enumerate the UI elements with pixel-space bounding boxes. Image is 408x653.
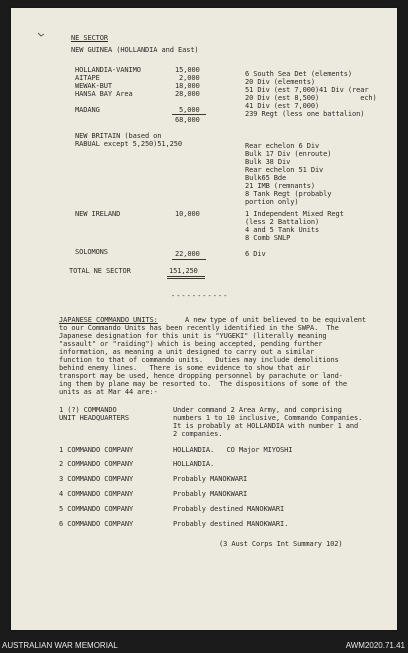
company-location: Probably MANOKWARI (173, 475, 248, 483)
company-name: 1 COMMANDO COMPANY (59, 446, 134, 454)
company-name: 4 COMMANDO COMPANY (59, 490, 134, 498)
unit-line: 1 Independent Mixed Regt (245, 210, 344, 218)
commando-paragraph-line: ing them by plane may be resorted to. The dispositions of some of the (59, 380, 348, 388)
strength-number: 5,000 (179, 106, 200, 114)
company-location: Probably MANOKWARI (173, 490, 248, 498)
hq-text: 2 companies. (173, 430, 223, 438)
section-heading-ne-sector: NE SECTOR (71, 34, 109, 42)
commando-paragraph-line: to our Commando Units has been recently identified in the SWPA. The (59, 324, 339, 332)
commando-paragraph-line: transport may be used, hence dropping personnel by parachute or land- (59, 372, 343, 380)
company-location: HOLLANDIA. CO Major MIYOSHI (173, 446, 293, 454)
strength-number: 2,000 (179, 74, 200, 82)
commando-paragraph-line: function to that of commando units. Duties may include demolitions (59, 356, 339, 364)
unit-line: 8 Comb SNLP (245, 234, 291, 242)
commando-paragraph-line: units as at Mar 44 are:- (59, 388, 158, 396)
archive-footer (0, 638, 408, 653)
unit-line: Bulk 17 Div (enroute) (245, 150, 332, 158)
document-page (11, 8, 397, 630)
unit-line: 6 Div (245, 250, 266, 258)
total-rule-2 (167, 278, 205, 279)
unit-line: 6 South Sea Det (elements) (245, 70, 352, 78)
company-name: 5 COMMANDO COMPANY (59, 505, 134, 513)
unit-line: Bulk 38 Div (245, 158, 291, 166)
unit-line: 4 and 5 Tank Units (245, 226, 320, 234)
company-location: Probably destined MANOKWARI. (173, 520, 289, 528)
unit-line: 21 IMB (remnants) (245, 182, 315, 190)
total-label: TOTAL NE SECTOR (69, 267, 131, 275)
area-label: AITAPE (75, 74, 100, 82)
company-name: 2 COMMANDO COMPANY (59, 460, 134, 468)
company-name: 3 COMMANDO COMPANY (59, 475, 134, 483)
pencil-tick-mark (38, 32, 45, 39)
footer-accession-number: AWM2020.71.41 (345, 641, 405, 650)
section-divider: ----------- (171, 292, 229, 300)
unit-line: (less 2 Battalion) (245, 218, 320, 226)
strength-number: 22,000 (175, 250, 200, 258)
unit-line: portion only) (245, 198, 299, 206)
area-label: HOLLANDIA-VANIMO (75, 66, 141, 74)
strength-number: 10,000 (175, 210, 200, 218)
company-name: 6 COMMANDO COMPANY (59, 520, 134, 528)
sum-rule (172, 114, 206, 115)
commando-paragraph-line: behind enemy lines. There is some evidence to show that air (59, 364, 310, 372)
company-location: HOLLANDIA. (173, 460, 215, 468)
unit-line: 41 Div (est 7,000) (245, 102, 320, 110)
hq-text: Under command 2 Area Army, and comprising (173, 406, 342, 414)
solomons-label: SOLOMONS (75, 248, 108, 256)
area-label: WEWAK-BUT (75, 82, 113, 90)
source-citation: (3 Aust Corps Int Summary 102) (219, 540, 343, 548)
strength-subtotal: 68,000 (175, 116, 200, 124)
unit-line: Bulk65 Bde (245, 174, 287, 182)
total-rule-1 (167, 276, 205, 277)
unit-line: 8 Tank Regt (probably (245, 190, 332, 198)
unit-line: 20 Div (est 8,500) ech) (245, 94, 377, 102)
commando-paragraph-line: information, as meaning a unit designed to carry out a similar (59, 348, 315, 356)
strength-number: 15,000 (175, 66, 200, 74)
area-label: HANSA BAY Area (75, 90, 133, 98)
commando-paragraph-line: "assault" or "raiding") which is being accepted, pending further (59, 340, 323, 348)
strength-number: 18,000 (175, 82, 200, 90)
sum-rule (172, 259, 206, 260)
commando-paragraph-line: A new type of unit believed to be equivalent (185, 316, 367, 324)
hq-label: UNIT HEADQUARTERS (59, 414, 129, 422)
commando-heading: JAPANESE COMMANDO UNITS: (59, 316, 158, 324)
total-number: 151,250 (169, 267, 198, 275)
unit-line: 20 Div (elements) (245, 78, 315, 86)
company-location: Probably destined MANOKWARI (173, 505, 285, 513)
new-ireland-label: NEW IRELAND (75, 210, 121, 218)
unit-line: Rear echelon 6 Div (245, 142, 320, 150)
area-label: MADANG (75, 106, 100, 114)
commando-paragraph-line: Japanese designation for this unit is "YUGEKI" (literally meaning (59, 332, 327, 340)
unit-line: 239 Regt (less one battalion) (245, 110, 365, 118)
hq-text: It is probably at HOLLANDIA with number 1 and (173, 422, 359, 430)
new-britain-label: NEW BRITAIN (based on (75, 132, 162, 140)
hq-text: numbers 1 to 10 inclusive, Commando Companies. (173, 414, 363, 422)
new-britain-label: RABUAL except 5,250)51,250 (75, 140, 182, 148)
unit-line: 51 Div (est 7,000)41 Div (rear (245, 86, 369, 94)
hq-label: 1 (?) COMMANDO (59, 406, 117, 414)
new-guinea-title: NEW GUINEA (HOLLANDIA and East) (71, 46, 199, 54)
strength-number: 28,000 (175, 90, 200, 98)
footer-institution: AUSTRALIAN WAR MEMORIAL (2, 641, 118, 650)
unit-line: Rear echelon 51 Div (245, 166, 324, 174)
